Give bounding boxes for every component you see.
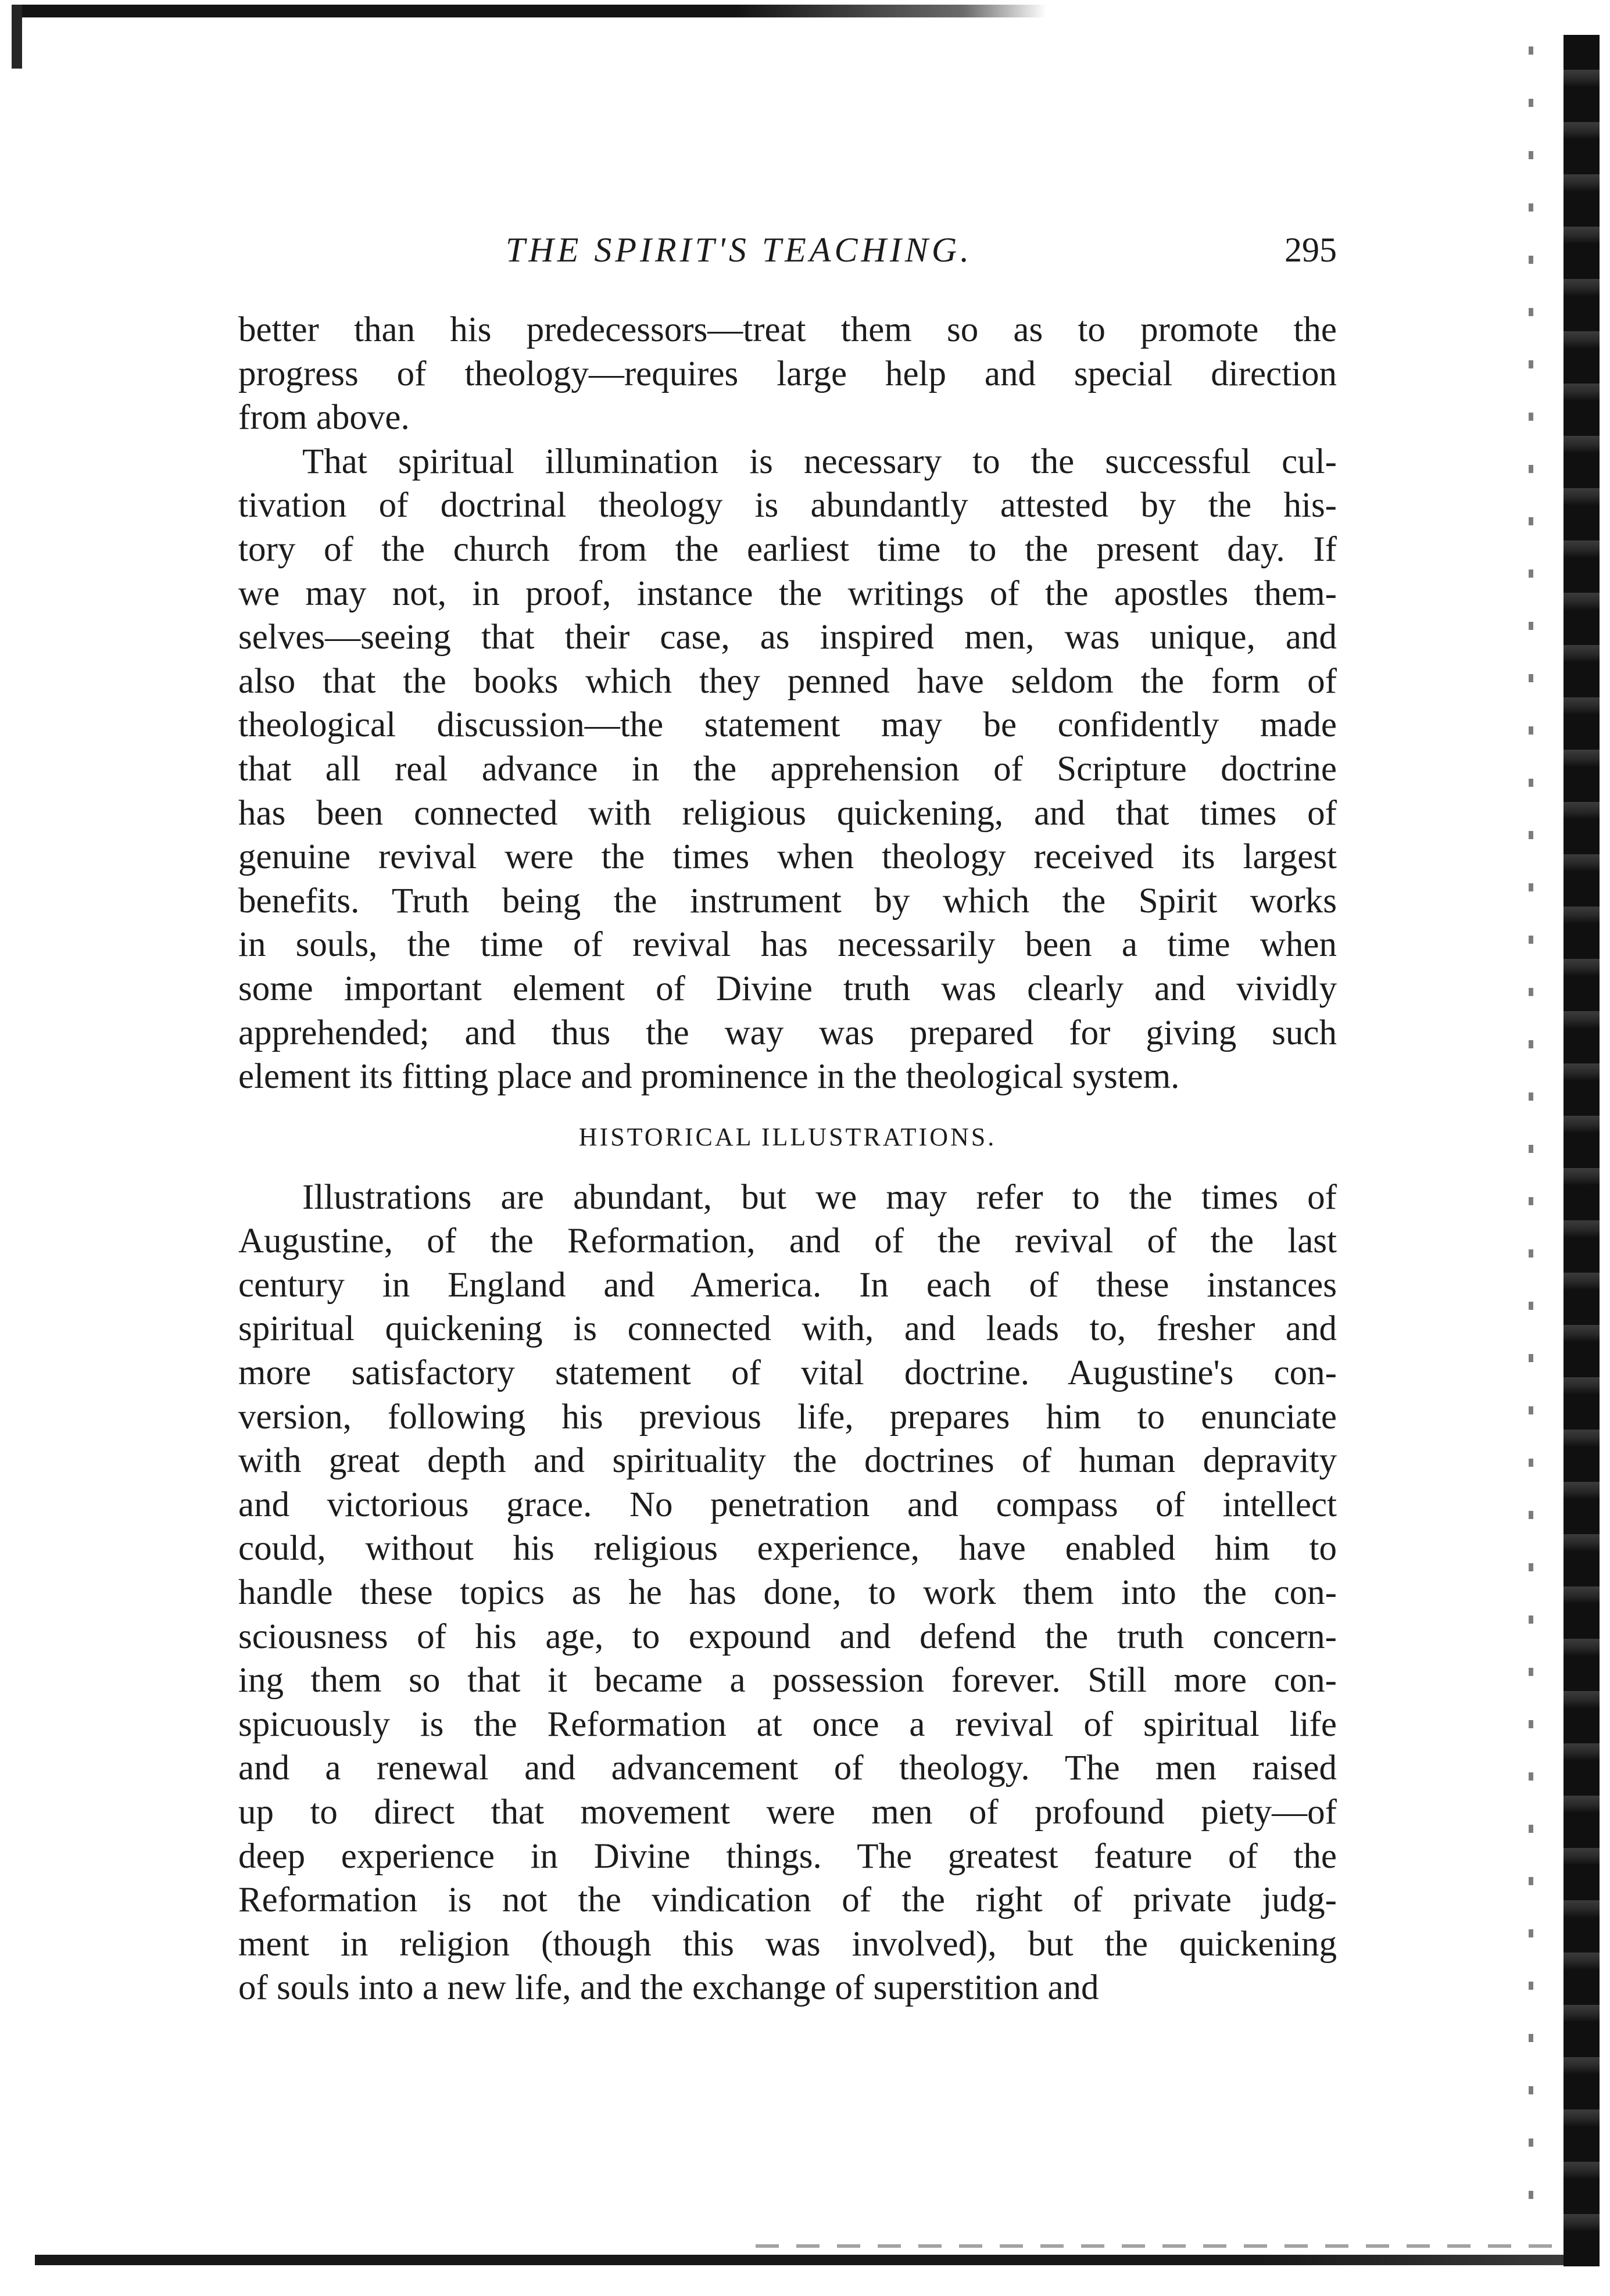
running-head: THE SPIRIT'S TEACHING. [506, 231, 973, 269]
text-line: spiritual quickening is connected with, and leads to, fresher and [238, 1309, 1337, 1349]
text-line: that all real advance in the apprehension of Scripture doctrine [238, 749, 1337, 789]
text-line: progress of theology—requires large help and special direction [238, 354, 1337, 393]
paragraph [238, 1176, 1337, 2010]
text-line: selves—seeing that their case, as inspired men, was unique, and [238, 618, 1337, 657]
text-line: with great depth and spirituality the doctrines of human depravity [238, 1441, 1337, 1481]
paragraph [238, 440, 1337, 1099]
text-line: spicuously is the Reformation at once a revival of spiritual life [238, 1704, 1337, 1744]
text-line: deep experience in Divine things. The greatest feature of the [238, 1836, 1337, 1876]
text-line: ing them so that it became a possession forever. Still more con- [238, 1661, 1337, 1700]
scan-bottom-fringe [756, 2244, 1558, 2248]
text-line: genuine revival were the times when theology received its largest [238, 837, 1337, 877]
text-line: of souls into a new life, and the exchange of superstition and [238, 1968, 1099, 2008]
scan-top-corner-mark [12, 5, 22, 69]
text-line: element its fitting place and prominence in the theological system. [238, 1057, 1180, 1097]
section-heading: HISTORICAL ILLUSTRATIONS. [578, 1122, 997, 1151]
text-line: has been connected with religious quickening, and that times of [238, 793, 1337, 833]
paragraph [238, 308, 1337, 440]
text-line: apprehended; and thus the way was prepared for giving such [238, 1013, 1337, 1052]
text-line: and victorious grace. No penetration and compass of intellect [238, 1485, 1337, 1524]
page-header [238, 228, 1337, 280]
text-line: better than his predecessors—treat them so as to promote the [238, 310, 1337, 349]
text-line: benefits. Truth being the instrument by which the Spirit works [238, 881, 1337, 920]
text-line: and a renewal and advancement of theology. The men raised [238, 1749, 1337, 1788]
body-section-historical [238, 1176, 1337, 2010]
text-line: Reformation is not the vindication of the right of private judg- [238, 1881, 1337, 1920]
text-line: some important element of Divine truth was clearly and vividly [238, 969, 1337, 1008]
text-line: handle these topics as he has done, to work them into the con- [238, 1573, 1337, 1613]
text-line: That spiritual illumination is necessary to the successful cul- [302, 442, 1337, 481]
scan-top-border [12, 5, 1046, 17]
text-line: up to direct that movement were men of profound piety—of [238, 1793, 1337, 1832]
text-line: ment in religion (though this was involved), but the quickening [238, 1924, 1337, 1964]
text-line: version, following his previous life, prepares him to enunciate [238, 1397, 1337, 1437]
text-line: theological discussion—the statement may be confidently made [238, 705, 1337, 745]
text-line: in souls, the time of revival has necessarily been a time when [238, 925, 1337, 965]
text-line: Illustrations are abundant, but we may refer to the times of [302, 1177, 1337, 1217]
body-section-intro [238, 308, 1337, 1099]
text-line: from above. [238, 398, 410, 438]
text-line: sciousness of his age, to expound and defend the truth concern- [238, 1617, 1337, 1656]
text-line: Augustine, of the Reformation, and of the revival of the last [238, 1222, 1337, 1261]
text-line: could, without his religious experience, have enabled him to [238, 1529, 1337, 1568]
text-line: more satisfactory statement of vital doctrine. Augustine's con- [238, 1353, 1337, 1393]
text-line: century in England and America. In each of these instances [238, 1265, 1337, 1305]
page-number: 295 [1285, 231, 1337, 269]
scan-bottom-border [35, 2255, 1564, 2265]
page-body [238, 308, 1337, 2010]
text-line: tory of the church from the earliest time to the present day. If [238, 529, 1337, 569]
scan-right-dotted-edge [1529, 46, 1533, 2243]
text-line: tivation of doctrinal theology is abundantly attested by the his- [238, 486, 1337, 525]
scan-right-page-edge [1564, 35, 1600, 2266]
text-line: also that the books which they penned have seldom the form of [238, 661, 1337, 701]
text-line: we may not, in proof, instance the writings of the apostles them- [238, 574, 1337, 613]
